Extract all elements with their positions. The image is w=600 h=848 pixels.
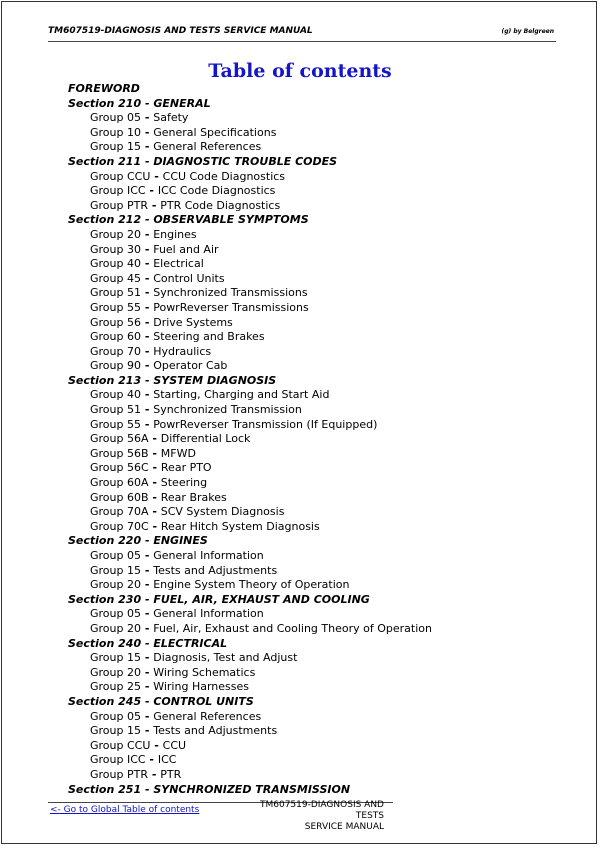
- page-header: [48, 26, 556, 36]
- toc-group-link[interactable]: [68, 301, 548, 316]
- document-page: [1, 1, 597, 844]
- toc-group-link[interactable]: [68, 505, 548, 520]
- group-name: Electrical: [153, 257, 204, 271]
- group-separator: -: [140, 724, 154, 738]
- group-separator: -: [140, 607, 154, 621]
- group-name: Rear PTO: [160, 461, 212, 475]
- group-code: Group 10: [90, 125, 141, 139]
- group-code: Group 05: [90, 549, 141, 562]
- group-name: ICC Code Diagnostics: [157, 184, 276, 198]
- group-name: Synchronized Transmission: [153, 403, 302, 417]
- group-code: Group ICC: [90, 753, 146, 767]
- group-code: Group 05: [90, 709, 141, 723]
- toc-group-link[interactable]: [68, 228, 548, 243]
- group-separator: -: [148, 519, 161, 533]
- group-separator: -: [148, 490, 161, 504]
- group-name: Diagnosis, Test and Adjust: [153, 651, 298, 665]
- group-separator: -: [140, 680, 154, 694]
- table-of-contents: [68, 82, 548, 796]
- group-code: Group PTR: [90, 767, 148, 781]
- group-code: Group 55: [90, 300, 141, 314]
- group-separator: -: [140, 359, 154, 373]
- group-name: Control Units: [153, 271, 225, 285]
- credit-text: (g) by Belgreen: [501, 28, 554, 35]
- group-code: Group 60: [90, 330, 141, 344]
- group-separator: -: [140, 651, 154, 665]
- group-name: Steering: [160, 476, 208, 490]
- group-code: Group 15: [90, 651, 141, 665]
- group-name: PowrReverser Transmissions: [153, 300, 309, 314]
- toc-group-link[interactable]: [68, 243, 548, 258]
- group-code: Group 40: [90, 257, 141, 271]
- group-code: Group 56: [90, 315, 141, 329]
- group-name: Drive Systems: [153, 315, 233, 329]
- toc-group-link[interactable]: [68, 184, 548, 199]
- group-code: Group 05: [90, 111, 141, 125]
- group-separator: -: [147, 767, 161, 781]
- group-name: ICC: [157, 753, 177, 767]
- toc-section-link[interactable]: Section 210 - GENERAL: [68, 96, 211, 110]
- group-name: Wiring Harnesses: [153, 680, 249, 694]
- group-separator: -: [140, 242, 154, 256]
- toc-group-link[interactable]: [68, 651, 548, 666]
- toc-group-link[interactable]: [68, 403, 548, 418]
- group-code: Group 70: [90, 344, 141, 358]
- group-code: Group 51: [90, 403, 141, 417]
- toc-group-link[interactable]: [68, 111, 548, 126]
- group-code: Group 25: [90, 680, 141, 694]
- toc-group-link[interactable]: [68, 140, 548, 155]
- group-name: Hydraulics: [153, 344, 212, 358]
- group-name: General Information: [153, 607, 264, 621]
- group-name: MFWD: [160, 446, 196, 460]
- toc-section-link[interactable]: Section 230 - FUEL, AIR, EXHAUST AND COOLING: [68, 592, 370, 606]
- group-code: Group 40: [90, 388, 141, 402]
- group-separator: -: [140, 125, 154, 139]
- group-separator: -: [148, 505, 161, 519]
- group-name: Safety: [153, 111, 189, 125]
- group-separator: -: [140, 315, 154, 329]
- toc-group-link[interactable]: [68, 359, 548, 374]
- group-separator: -: [140, 417, 154, 431]
- toc-section-link[interactable]: Section 251 - SYNCHRONIZED TRANSMISSION: [68, 782, 351, 796]
- group-name: General Information: [153, 549, 264, 562]
- group-name: CCU Code Diagnostics: [162, 169, 286, 183]
- toc-group-link[interactable]: [68, 272, 548, 287]
- group-code: Group 56A: [90, 432, 149, 446]
- group-name: Tests and Adjustments: [153, 724, 278, 738]
- toc-group-link[interactable]: [68, 739, 548, 754]
- group-separator: -: [150, 738, 163, 752]
- toc-group-link[interactable]: [68, 564, 548, 579]
- group-code: Group 60B: [90, 490, 149, 504]
- toc-section-link[interactable]: Section 245 - CONTROL UNITS: [68, 694, 254, 708]
- group-separator: -: [140, 549, 154, 562]
- group-separator: -: [140, 709, 154, 723]
- footer-manual-line1: TM607519-DIAGNOSIS AND TESTS: [259, 800, 384, 821]
- group-name: Operator Cab: [153, 359, 228, 373]
- toc-group-link[interactable]: [68, 520, 548, 535]
- footer-manual-title: [240, 800, 384, 833]
- toc-group-link[interactable]: [68, 753, 548, 768]
- toc-group-link[interactable]: [68, 418, 548, 433]
- group-separator: -: [140, 665, 154, 679]
- global-toc-link[interactable]: <- Go to Global Table of contents: [50, 805, 200, 815]
- group-name: General References: [153, 140, 262, 154]
- group-code: Group 15: [90, 140, 141, 154]
- group-name: Tests and Adjustments: [153, 563, 278, 577]
- group-name: PowrReverser Transmission (If Equipped): [153, 417, 378, 431]
- group-name: Wiring Schematics: [153, 665, 256, 679]
- group-separator: -: [140, 300, 154, 314]
- group-code: Group 56C: [90, 461, 149, 475]
- toc-group-link[interactable]: [68, 476, 548, 491]
- group-separator: -: [140, 227, 154, 241]
- group-code: Group 45: [90, 271, 141, 285]
- group-code: Group 55: [90, 417, 141, 431]
- toc-section-link[interactable]: Section 240 - ELECTRICAL: [68, 636, 228, 650]
- group-code: Group 70C: [90, 519, 149, 533]
- group-separator: -: [140, 344, 154, 358]
- group-separator: -: [140, 403, 154, 417]
- group-name: General Specifications: [153, 125, 277, 139]
- group-separator: -: [145, 184, 158, 198]
- group-name: Engine System Theory of Operation: [153, 578, 350, 592]
- page-title: Table of contents: [208, 60, 392, 82]
- group-code: Group 60A: [90, 476, 149, 490]
- toc-group-link[interactable]: [68, 316, 548, 331]
- toc-group-link[interactable]: [68, 286, 548, 301]
- toc-section-link[interactable]: Section 220 - ENGINES: [68, 534, 208, 548]
- group-code: Group 20: [90, 227, 141, 241]
- manual-title: TM607519-DIAGNOSIS AND TESTS SERVICE MANUAL: [48, 26, 313, 36]
- group-separator: -: [140, 271, 154, 285]
- group-code: Group 15: [90, 563, 141, 577]
- group-name: Fuel, Air, Exhaust and Cooling Theory of Operation: [153, 621, 432, 635]
- group-name: Fuel and Air: [153, 242, 219, 256]
- group-name: Rear Brakes: [160, 490, 227, 504]
- toc-section-link[interactable]: Section 213 - SYSTEM DIAGNOSIS: [68, 373, 277, 387]
- group-name: Differential Lock: [160, 432, 251, 446]
- group-separator: -: [140, 286, 154, 300]
- group-code: Group ICC: [90, 184, 146, 198]
- group-code: Group 30: [90, 242, 141, 256]
- group-separator: -: [140, 140, 154, 154]
- group-separator: -: [140, 578, 154, 592]
- group-name: Rear Hitch System Diagnosis: [160, 519, 320, 533]
- group-code: Group PTR: [90, 198, 148, 212]
- group-separator: -: [148, 476, 161, 490]
- header-divider: [48, 41, 556, 42]
- group-separator: -: [140, 111, 154, 125]
- toc-group-link[interactable]: [68, 388, 548, 403]
- group-code: Group CCU: [90, 738, 151, 752]
- group-name: PTR: [160, 767, 182, 781]
- group-separator: -: [145, 753, 158, 767]
- group-code: Group 51: [90, 286, 141, 300]
- group-name: CCU: [162, 738, 187, 752]
- toc-group-link[interactable]: [68, 432, 548, 447]
- group-name: General References: [153, 709, 262, 723]
- toc-group-link[interactable]: [68, 126, 548, 141]
- toc-group-link[interactable]: [68, 345, 548, 360]
- toc-group-link[interactable]: [68, 461, 548, 476]
- group-separator: -: [148, 461, 161, 475]
- group-code: Group 20: [90, 665, 141, 679]
- toc-group-link[interactable]: [68, 666, 548, 681]
- group-separator: -: [140, 257, 154, 271]
- toc-group-link[interactable]: [68, 491, 548, 506]
- group-separator: -: [140, 621, 154, 635]
- group-code: Group 15: [90, 724, 141, 738]
- toc-group-link[interactable]: [68, 768, 548, 783]
- toc-group-link[interactable]: [68, 607, 548, 622]
- group-code: Group 56B: [90, 446, 149, 460]
- toc-group-link[interactable]: [68, 447, 548, 462]
- group-code: Group 20: [90, 578, 141, 592]
- toc-group-link[interactable]: [68, 680, 548, 695]
- toc-section-link[interactable]: Section 211 - DIAGNOSTIC TROUBLE CODES: [68, 154, 338, 168]
- group-code: Group CCU: [90, 169, 151, 183]
- group-separator: -: [148, 432, 161, 446]
- toc-group-link[interactable]: [68, 330, 548, 345]
- toc-group-link[interactable]: [68, 622, 548, 637]
- toc-group-link[interactable]: [68, 170, 548, 185]
- group-code: Group 90: [90, 359, 141, 373]
- group-name: SCV System Diagnosis: [160, 505, 285, 519]
- group-name: Engines: [153, 227, 197, 241]
- toc-group-link[interactable]: [68, 724, 548, 739]
- group-code: Group 70A: [90, 505, 149, 519]
- group-code: Group 20: [90, 621, 141, 635]
- toc-group-link[interactable]: [68, 710, 548, 725]
- group-name: Starting, Charging and Start Aid: [153, 388, 330, 402]
- toc-section-link[interactable]: FOREWORD: [68, 82, 140, 95]
- group-name: Steering and Brakes: [153, 330, 265, 344]
- group-name: PTR Code Diagnostics: [160, 198, 281, 212]
- toc-section-link[interactable]: Section 212 - OBSERVABLE SYMPTOMS: [68, 213, 309, 227]
- toc-group-link[interactable]: [68, 549, 548, 564]
- toc-group-link[interactable]: [68, 578, 548, 593]
- group-code: Group 05: [90, 607, 141, 621]
- group-separator: -: [150, 169, 163, 183]
- toc-group-link[interactable]: [68, 199, 548, 214]
- group-separator: -: [140, 330, 154, 344]
- group-name: Synchronized Transmissions: [153, 286, 308, 300]
- group-separator: -: [148, 446, 161, 460]
- group-separator: -: [147, 198, 161, 212]
- toc-group-link[interactable]: [68, 257, 548, 272]
- group-separator: -: [140, 388, 154, 402]
- group-separator: -: [140, 563, 154, 577]
- footer-manual-line2: SERVICE MANUAL: [304, 822, 384, 832]
